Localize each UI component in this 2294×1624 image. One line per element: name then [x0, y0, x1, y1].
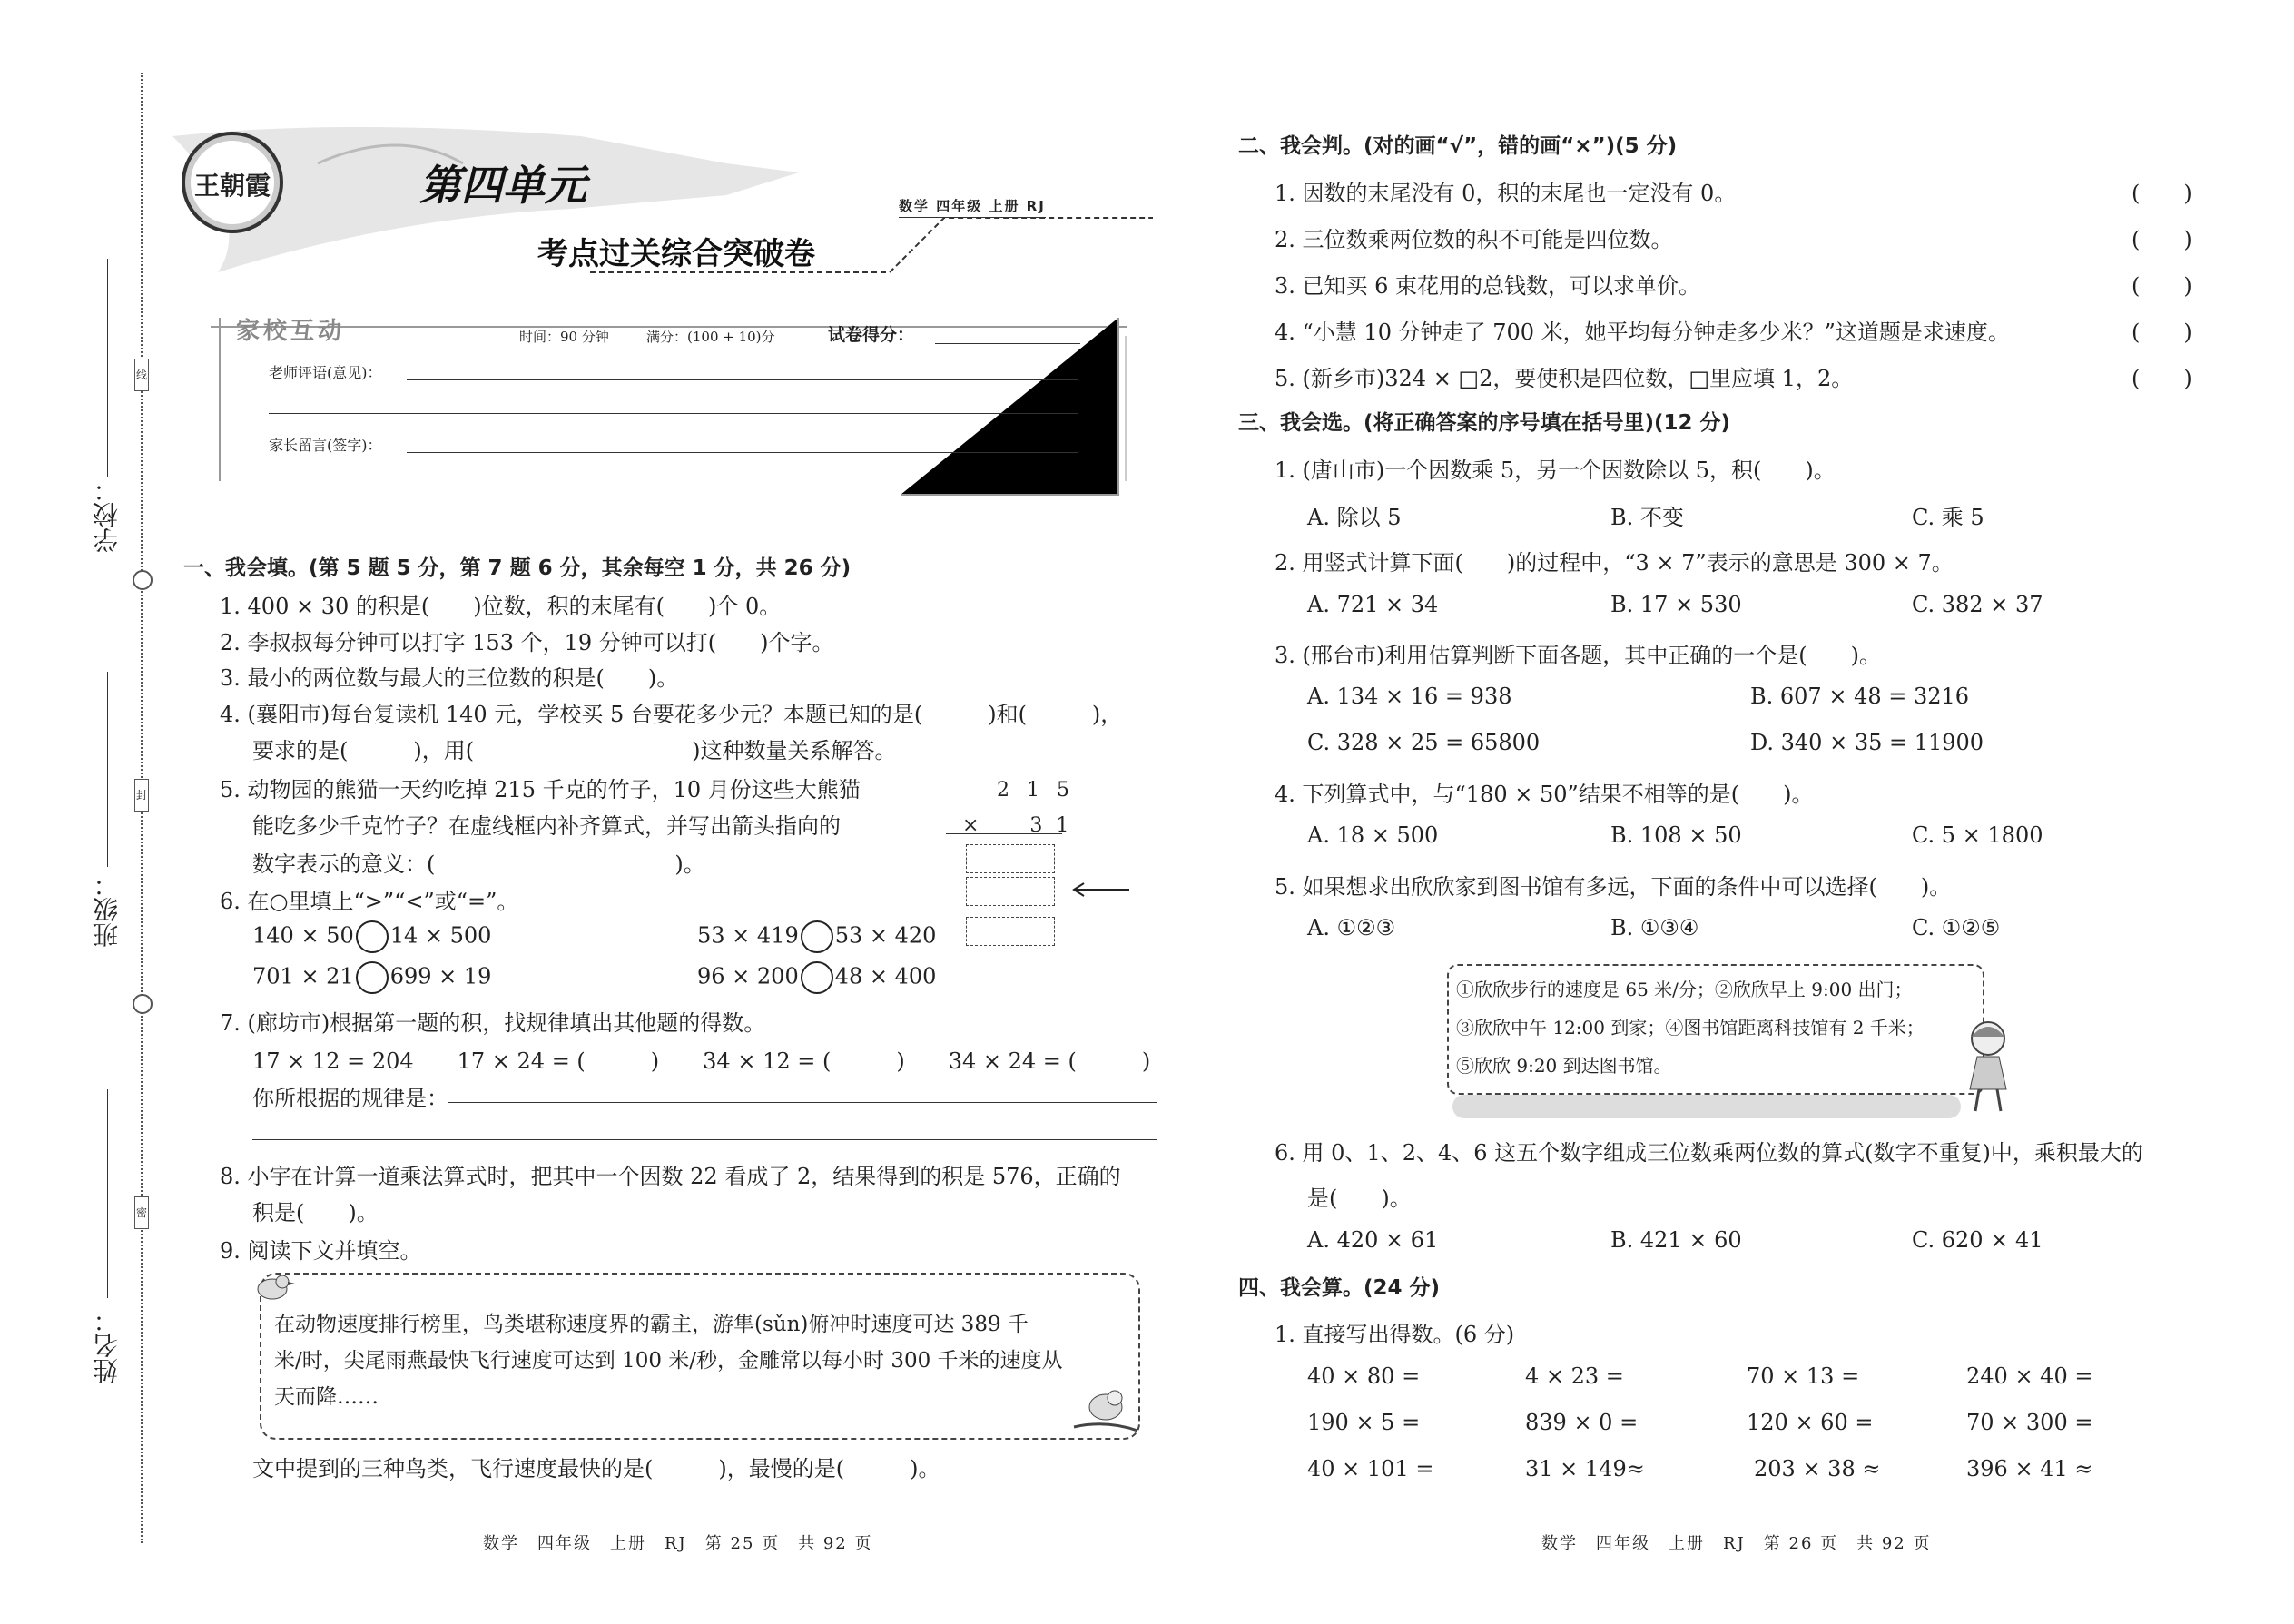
calc-r1-c4: 240 × 40 =: [1966, 1363, 2093, 1389]
condition-line-1: ①欣欣步行的速度是 65 米/分；②欣欣早上 9:00 出门；: [1456, 979, 1913, 1000]
exam-subtitle: 考点过关综合突破卷: [537, 236, 815, 272]
compare-3-left: 701 × 21: [252, 963, 354, 989]
choice-5: 5. 如果想求出欣欣家到图书馆有多远，下面的条件中可以选择( )。: [1275, 874, 1952, 900]
compare-circle-4[interactable]: [801, 961, 833, 994]
choice-6-b[interactable]: B. 421 × 60: [1610, 1227, 1742, 1253]
choice-4-a[interactable]: A. 18 × 500: [1307, 822, 1439, 848]
compare-2-right: 53 × 420: [834, 922, 937, 949]
footer-left: 数学 四年级 上册 RJ 第 25 页 共 92 页: [483, 1534, 873, 1553]
p1-q6: 6. 在○里填上“>”“<”或“=”。: [220, 889, 519, 914]
binding-mark-seal: 封: [134, 779, 149, 812]
p1-q9: 9. 阅读下文并填空。: [220, 1238, 422, 1264]
compare-3-right: 699 × 19: [389, 963, 492, 989]
choice-5-a[interactable]: A. ①②③: [1307, 915, 1396, 940]
name-label: 姓名：: [92, 1307, 122, 1383]
teacher-comment-label: 老师评语(意见)：: [269, 364, 382, 381]
p1-q5-line3: 数字表示的意义：( )。: [252, 851, 705, 877]
p1-q2: 2. 李叔叔每分钟可以打字 153 个，19 分钟可以打( )个字。: [220, 630, 834, 655]
section-1-title: 一、我会填。(第 5 题 5 分，第 7 题 6 分，其余每空 1 分，共 26 分): [183, 556, 852, 580]
binding-hole: [133, 994, 153, 1014]
class-label: 班级：: [92, 871, 122, 948]
p1-q4-line2: 要求的是( )，用( )这种数量关系解答。: [252, 738, 897, 763]
calc-r3-c2: 31 × 149≈: [1525, 1456, 1645, 1481]
perched-bird-icon: [1069, 1380, 1142, 1443]
judge-5-answer[interactable]: ( ): [2132, 366, 2192, 391]
judge-1-answer[interactable]: ( ): [2132, 181, 2192, 206]
reading-line-3: 天而降……: [274, 1385, 379, 1409]
brand-logo: [182, 132, 283, 233]
choice-2-b[interactable]: B. 17 × 530: [1610, 592, 1742, 617]
calc-r2-c3: 120 × 60 =: [1747, 1410, 1874, 1435]
choice-3-d[interactable]: D. 340 × 35 = 11900: [1750, 730, 1984, 755]
binding-mark-line: 线: [134, 359, 149, 391]
score-blank[interactable]: [935, 343, 1080, 344]
calc-r3-c4: 396 × 41 ≈: [1966, 1456, 2093, 1481]
calc-r1-c1: 40 × 80 =: [1307, 1363, 1421, 1389]
section-3-title: 三、我会选。(将正确答案的序号填在括号里)(12 分): [1238, 411, 1731, 435]
teacher-comment-line[interactable]: [407, 379, 1078, 380]
reading-line-2: 米/时，尖尾雨燕最快飞行速度可达到 100 米/秒，金雕常以每小时 300 千米的速度从: [274, 1349, 1063, 1373]
choice-3-a[interactable]: A. 134 × 16 = 938: [1307, 684, 1512, 709]
choice-2-a[interactable]: A. 721 × 34: [1307, 592, 1439, 617]
compare-2-left: 53 × 419: [697, 922, 799, 949]
p1-q7: 7. (廊坊市)根据第一题的积，找规律填出其他题的得数。: [220, 1010, 766, 1036]
p1-q1: 1. 400 × 30 的积是( )位数，积的末尾有( )个 0。: [220, 594, 782, 619]
p1-q7-equations: 17 × 12 = 204 17 × 24 = ( ) 34 × 12 = ( ) 34 × 24 = ( ): [252, 1048, 1151, 1074]
choice-3: 3. (邢台市)利用估算判断下面各题，其中正确的一个是( )。: [1275, 643, 1881, 668]
p1-q8-line2: 积是( )。: [252, 1200, 379, 1225]
p1-q5-line1: 5. 动物园的熊猫一天约吃掉 215 千克的竹子，10 月份这些大熊猫: [220, 777, 861, 802]
compare-4: [697, 961, 936, 994]
bird-icon: [245, 1264, 300, 1309]
vertical-calc-box-1[interactable]: [966, 844, 1055, 873]
choice-1-b[interactable]: B. 不变: [1610, 505, 1684, 530]
compare-1: [252, 920, 491, 953]
judge-2-answer[interactable]: ( ): [2132, 227, 2192, 252]
p1-q9-answer: 文中提到的三种鸟类，飞行速度最快的是( )，最慢的是( )。: [252, 1456, 940, 1481]
name-line: [107, 1089, 108, 1298]
calc-r2-c4: 70 × 300 =: [1966, 1410, 2093, 1435]
parent-note-label: 家长留言(签字)：: [269, 437, 382, 454]
p1-q5-line2: 能吃多少千克竹子？在虚线框内补齐算式，并写出箭头指向的: [252, 813, 841, 839]
score-label: 试卷得分：: [828, 325, 915, 345]
rule-answer-line[interactable]: [448, 1102, 1157, 1103]
condition-line-2: ③欣欣中午 12:00 到家；④图书馆距离科技馆有 2 千米；: [1456, 1017, 1925, 1038]
compare-1-left: 140 × 50: [252, 922, 354, 949]
choice-3-c[interactable]: C. 328 × 25 = 65800: [1307, 730, 1541, 755]
time-label: 时间：90 分钟: [519, 329, 609, 345]
compare-3: [252, 961, 491, 994]
parent-note-line[interactable]: [407, 452, 1078, 453]
calc-r1-c2: 4 × 23 =: [1525, 1363, 1624, 1389]
calc-r1-c3: 70 × 13 =: [1747, 1363, 1860, 1389]
judge-4: 4. “小慧 10 分钟走了 700 米，她平均每分钟走多少米？”这道题是求速度。: [1275, 320, 2010, 345]
arrow-icon: [1069, 881, 1133, 899]
choice-4: 4. 下列算式中，与“180 × 50”结果不相等的是( )。: [1275, 782, 1814, 807]
vertical-calc-top: 2 1 5: [997, 779, 1075, 802]
calc-r2-c1: 190 × 5 =: [1307, 1410, 1421, 1435]
rule-answer-line-2[interactable]: [252, 1139, 1157, 1140]
choice-1-c[interactable]: C. 乘 5: [1912, 505, 1984, 530]
binding-hole: [133, 570, 153, 590]
p1-q7-rule-label: 你所根据的规律是：: [252, 1086, 448, 1111]
judge-1: 1. 因数的末尾没有 0，积的末尾也一定没有 0。: [1275, 181, 1737, 206]
girl-icon: [1961, 1015, 2015, 1117]
judge-4-answer[interactable]: ( ): [2132, 320, 2192, 345]
choice-4-b[interactable]: B. 108 × 50: [1610, 822, 1742, 848]
binding-mark-secret: 密: [134, 1196, 149, 1229]
choice-6-line1: 6. 用 0、1、2、4、6 这五个数字组成三位数乘两位数的算式(数字不重复)中，乘积最大的: [1275, 1140, 2143, 1166]
compare-circle-1[interactable]: [356, 920, 389, 953]
school-label: 学校：: [92, 477, 122, 553]
choice-1: 1. (唐山市)一个因数乘 5，另一个因数除以 5，积( )。: [1275, 458, 1836, 483]
judge-5: 5. (新乡市)324 × □2，要使积是四位数，□里应填 1，2。: [1275, 366, 1854, 391]
choice-6-c[interactable]: C. 620 × 41: [1912, 1227, 2043, 1253]
vertical-calc-rule: [946, 833, 1062, 834]
full-score-label: 满分：(100 + 10)分: [646, 329, 775, 345]
section-2-title: 二、我会判。(对的画“√”，错的画“×”)(5 分): [1238, 134, 1678, 158]
reading-line-1: 在动物速度排行榜里，鸟类堪称速度界的霸主，游隼(sǔn)俯冲时速度可达 389 千: [274, 1313, 1029, 1336]
judge-3-answer[interactable]: ( ): [2132, 273, 2192, 299]
compare-2: [697, 920, 936, 953]
choice-3-b[interactable]: B. 607 × 48 = 3216: [1750, 684, 1970, 709]
calc-r3-c3: 203 × 38 ≈: [1754, 1456, 1881, 1481]
school-line: [107, 259, 108, 477]
choice-2-c[interactable]: C. 382 × 37: [1912, 592, 2043, 617]
section-4-title: 四、我会算。(24 分): [1238, 1276, 1441, 1300]
header-dashed-line: [581, 209, 1162, 281]
calc-r2-c2: 839 × 0 =: [1525, 1410, 1639, 1435]
home-school-label: 家校互动: [236, 318, 346, 345]
p1-q3: 3. 最小的两位数与最大的三位数的积是( )。: [220, 665, 679, 691]
vertical-calc-box-3[interactable]: [966, 917, 1055, 946]
compare-circle-2[interactable]: [801, 920, 833, 953]
condition-line-3: ⑤欣欣 9:20 到达图书馆。: [1456, 1055, 1672, 1077]
class-line: [107, 672, 108, 867]
choice-1-a[interactable]: A. 除以 5: [1307, 505, 1402, 530]
choice-5-c[interactable]: C. ①②⑤: [1912, 915, 2001, 940]
cloud-decoration: [1452, 1095, 1961, 1118]
p1-q8-line1: 8. 小宇在计算一道乘法算式时，把其中一个因数 22 看成了 2，结果得到的积是 576，正确的: [220, 1164, 1121, 1189]
grade-tag: 数学 四年级 上册 RJ: [899, 196, 1046, 218]
judge-2: 2. 三位数乘两位数的积不可能是四位数。: [1275, 227, 1673, 252]
p1-q4-line1: 4. (襄阳市)每台复读机 140 元，学校买 5 台要花多少元？本题已知的是( )和( )，: [220, 702, 1123, 727]
compare-1-right: 14 × 500: [389, 922, 492, 949]
teacher-comment-line-2[interactable]: [269, 413, 1078, 414]
calc-sub1-title: 1. 直接写出得数。(6 分): [1275, 1322, 1515, 1347]
calc-r3-c1: 40 × 101 =: [1307, 1456, 1434, 1481]
vertical-calc-multiplier: × 3 1: [962, 814, 1073, 837]
compare-4-right: 48 × 400: [834, 963, 937, 989]
judge-3: 3. 已知买 6 束花用的总钱数，可以求单价。: [1275, 273, 1701, 299]
compare-circle-3[interactable]: [356, 961, 389, 994]
footer-right: 数学 四年级 上册 RJ 第 26 页 共 92 页: [1541, 1534, 1932, 1553]
choice-2: 2. 用竖式计算下面( )的过程中，“3 × 7”表示的意思是 300 × 7。: [1275, 550, 1954, 576]
choice-5-b[interactable]: B. ①③④: [1610, 915, 1699, 940]
choice-6-line2: 是( )。: [1307, 1186, 1412, 1211]
unit-title: 第四单元: [419, 161, 586, 210]
vertical-calc-box-2[interactable]: [966, 877, 1055, 906]
choice-6-a[interactable]: A. 420 × 61: [1307, 1227, 1439, 1253]
logo-text: 王朝霞: [193, 171, 271, 201]
compare-4-left: 96 × 200: [697, 963, 799, 989]
choice-4-c[interactable]: C. 5 × 1800: [1912, 822, 2043, 848]
